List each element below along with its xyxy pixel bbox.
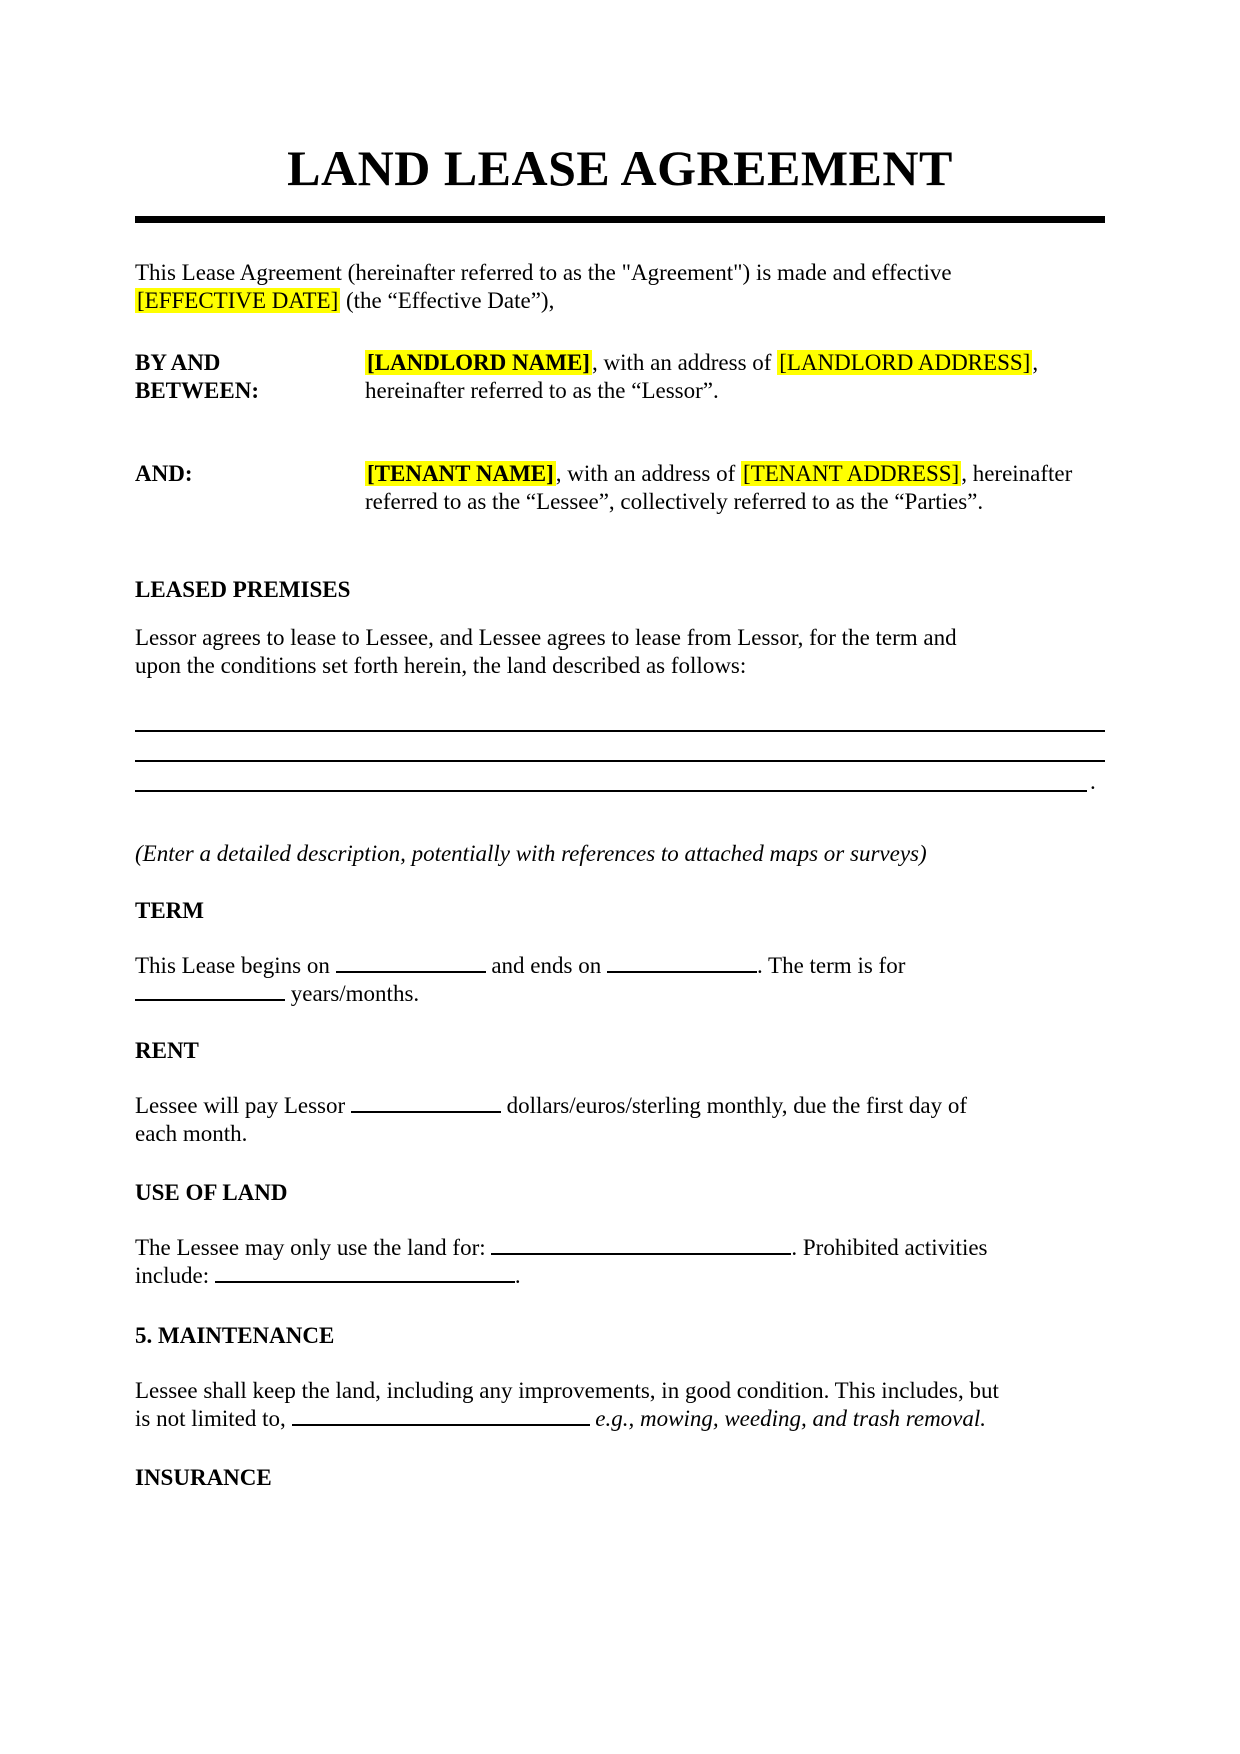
rent-heading: RENT xyxy=(135,1038,199,1063)
description-line-1 xyxy=(135,702,1105,732)
intro-text-2: (the “Effective Date”), xyxy=(340,288,555,313)
tenant-text-mid: , with an address of xyxy=(555,461,742,486)
use-of-land-paragraph xyxy=(135,1234,1105,1290)
rent-paragraph xyxy=(135,1092,1105,1148)
maintenance-paragraph xyxy=(135,1377,1105,1433)
page-title: LAND LEASE AGREEMENT xyxy=(287,140,953,196)
maintenance-text-1: Lessee shall keep the land, including any improvements, in good condition. This includes, but xyxy=(135,1378,999,1403)
land-description-lines xyxy=(135,702,1105,792)
premises-text-1: Lessor agrees to lease to Lessee, and Lessee agrees to lease from Lessor, for the term and xyxy=(135,625,957,650)
landlord-description xyxy=(365,349,1105,405)
term-text-4: years/months. xyxy=(285,981,420,1006)
landlord-name-placeholder: [LANDLORD NAME] xyxy=(367,350,590,375)
description-line-3-rule xyxy=(135,762,1087,792)
use-text-4: . xyxy=(514,1263,521,1288)
tenant-name-placeholder: [TENANT NAME] xyxy=(367,461,554,486)
term-paragraph xyxy=(135,952,1105,1008)
tenant-description xyxy=(365,460,1105,516)
premises-text-2: upon the conditions set forth herein, the land described as follows: xyxy=(135,653,747,678)
use-of-land-heading: USE OF LAND xyxy=(135,1180,288,1205)
party-row-landlord xyxy=(135,349,1105,405)
maintenance-examples-text: e.g., mowing, weeding, and trash removal. xyxy=(589,1406,987,1431)
party-row-tenant xyxy=(135,460,1105,516)
intro-paragraph xyxy=(135,259,1105,315)
use-text-1: The Lessee may only use the land for: xyxy=(135,1235,492,1260)
term-text-3: . The term is for xyxy=(756,953,906,978)
maintenance-heading: 5. MAINTENANCE xyxy=(135,1323,335,1348)
tenant-address-placeholder: [TENANT ADDRESS] xyxy=(743,461,960,486)
use-text-2: . Prohibited activities xyxy=(791,1235,988,1260)
land-use-blank xyxy=(491,1237,791,1255)
use-text-3: include: xyxy=(135,1263,215,1288)
description-line-3-period: . xyxy=(1090,769,1096,794)
term-text-2: and ends on xyxy=(485,953,607,978)
start-date-blank xyxy=(336,955,486,973)
end-date-blank xyxy=(607,955,757,973)
maintenance-tasks-blank xyxy=(292,1408,590,1426)
term-text-1: This Lease begins on xyxy=(135,953,336,978)
maintenance-text-2: is not limited to, xyxy=(135,1406,292,1431)
leased-premises-paragraph xyxy=(135,624,1105,680)
term-length-blank xyxy=(135,983,285,1001)
description-line-3 xyxy=(135,762,1105,792)
title-double-rule xyxy=(135,216,1105,223)
tenant-text-post: , hereinafter referred to as the “Lessee”, collectively referred to as the “Parties”. xyxy=(365,461,1073,514)
description-note: (Enter a detailed description, potentially with references to attached maps or surveys) xyxy=(135,841,927,866)
description-line-2 xyxy=(135,732,1105,762)
rent-text-3: each month. xyxy=(135,1121,248,1146)
landlord-text-mid: , with an address of xyxy=(591,350,778,375)
prohibited-activities-blank xyxy=(215,1265,515,1283)
rent-text-2: dollars/euros/sterling monthly, due the first day of xyxy=(500,1093,967,1118)
term-heading: TERM xyxy=(135,898,204,923)
intro-text-1: This Lease Agreement (hereinafter referred to as the "Agreement") is made and effective xyxy=(135,260,952,285)
rent-amount-blank xyxy=(351,1095,501,1113)
leased-premises-heading: LEASED PREMISES xyxy=(135,577,351,602)
landlord-text-post: , hereinafter referred to as the “Lessor”. xyxy=(365,350,1039,403)
rent-text-1: Lessee will pay Lessor xyxy=(135,1093,351,1118)
insurance-heading: INSURANCE xyxy=(135,1465,272,1490)
party-label-by-and-between: BY AND BETWEEN: xyxy=(135,350,259,403)
landlord-address-placeholder: [LANDLORD ADDRESS] xyxy=(779,350,1031,375)
effective-date-placeholder: [EFFECTIVE DATE] xyxy=(137,288,339,313)
party-label-and: AND: xyxy=(135,461,193,486)
